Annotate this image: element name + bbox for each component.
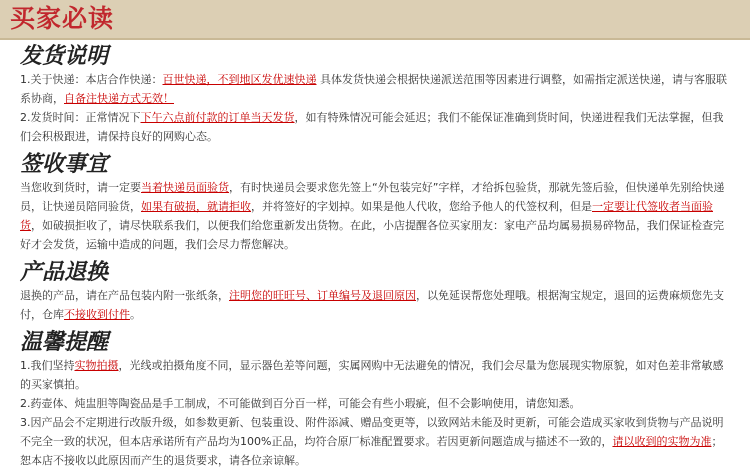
text: ，有时快递员会要求您先签上“外包装完好”字样，才给拆包验货，那就先签后验，但快递单先别给快递员，让快递员陪同验货， <box>20 181 725 213</box>
shipping-para-2 <box>0 108 750 146</box>
text: ，如破损拒收了，请尽快联系我们，以便我们给您重新发出货物。在此，小店提醒各位买家朋友：家电产品均属易损易碎物品，我们保证检查完好才会发货，运输中造成的问题，我们会尽力帮您解决。 <box>20 219 724 251</box>
highlight-text: 请以收到的实物为准 <box>612 435 712 448</box>
section-title-tips: 温馨提醒 <box>20 329 109 355</box>
text: ，并将签好的字划掉。如果是他人代收，您给予他人的代签权利，但是 <box>251 200 592 213</box>
highlight-text: 实物拍摄 <box>74 359 119 372</box>
highlight-text: 当着快递员面验货 <box>141 181 229 194</box>
section-returns <box>0 258 750 324</box>
text: 。 <box>130 308 141 321</box>
section-title-returns: 产品退换 <box>20 259 109 285</box>
highlight-text: 百世快递，不到地区发优速快递 <box>162 73 317 86</box>
section-title-shipping: 发货说明 <box>20 43 109 69</box>
text: ，以免延误帮您处理哦。根据淘宝规定，退回的运费麻烦您先支付，仓库 <box>20 289 724 321</box>
text: 具体发货快递会根据快递派送范围等因素进行调整，如需指定派送快递，请与客服联系协商， <box>20 73 727 105</box>
highlight-text: 自备注快递方式无效！ <box>64 92 174 105</box>
text: 退换的产品，请在产品包装内附一张纸条， <box>20 289 229 302</box>
tips-para-1 <box>0 356 750 394</box>
text: 3.因产品会不定期进行改版升级，如参数更新、包装重设、附件添减、赠品变更等，以致网站未能及时更新，可能会造成买家收到货物与产品说明不完全一致的状况，但本店承诺所有产品均为100%正品，均符合原厂标准配置要求。若因更新问题造成与描述不一致的， <box>20 416 724 448</box>
highlight-text: 下午六点前付款的订单当天发货 <box>140 111 295 124</box>
highlight-text: 不接收到付件 <box>64 308 130 321</box>
shipping-para-1 <box>0 70 750 108</box>
receipt-para-1 <box>0 178 750 254</box>
highlight-text: 如果有破损，就请拒收 <box>141 200 251 213</box>
returns-para-1 <box>0 286 750 324</box>
highlight-text: 注明您的旺旺号、订单编号及退回原因 <box>229 289 416 302</box>
text: 当您收到货时，请一定要 <box>20 181 141 194</box>
text: 2.发货时间：正常情况下 <box>20 111 141 124</box>
text: 1.我们坚持 <box>20 359 75 372</box>
text: 1.关于快递：本店合作快递： <box>20 73 163 86</box>
text: ；恕本店不接收以此原因而产生的退货要求，请各位亲谅解。 <box>20 435 723 467</box>
highlight-text: 一定要让代签收者当面验货 <box>20 200 713 232</box>
section-tips <box>0 328 750 470</box>
tips-para-2 <box>0 394 750 413</box>
section-title-receipt: 签收事宜 <box>20 151 109 177</box>
text: ，如有特殊情况可能会延迟；我们不能保证准确到货时间，快递进程我们无法掌握，但我们会积极跟进，请保持良好的网购心态。 <box>20 111 724 143</box>
text: 2.药壶体、炖盅胆等陶瓷品是手工制成，不可能做到百分百一样，可能会有些小瑕疵，但不会影响使用，请您知悉。 <box>20 397 581 410</box>
text: ，光线或拍摄角度不同，显示器色差等问题，实属网购中无法避免的情况，我们会尽量为您展现实物原貌，如对色差非常敏感的买家慎拍。 <box>20 359 724 391</box>
banner-title: 买家必读 <box>10 4 115 33</box>
tips-para-3 <box>0 413 750 470</box>
section-shipping <box>0 42 750 146</box>
header-banner <box>0 0 750 40</box>
section-receipt <box>0 150 750 254</box>
